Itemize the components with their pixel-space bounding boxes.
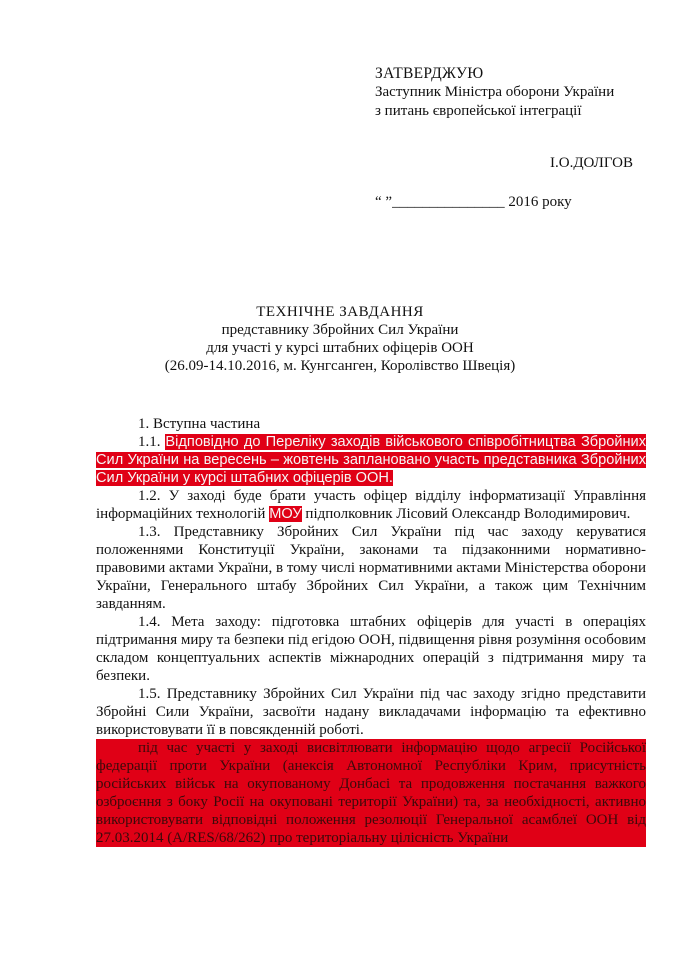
date-quotes: “ ” — [375, 194, 393, 210]
paragraph-1-5: 1.5. Представнику Збройних Сил України під час заходу згідно представити Збройні Сили України, засвоїти надану викладачами інформацію та ефективно використовувати її в повсякденній роботі. — [96, 686, 646, 738]
redaction-highlight: Відповідно до Переліку заходів військового співробітництва Збройних Сил України на вересень – жовтень заплановано участь представника Збройних Сил України у курсі штабних офіцерів ООН. — [96, 434, 647, 486]
paragraph-1-4: 1.4. Мета заходу: підготовка штабних офіцерів для участі в операціях підтримання миру та безпеки під егідою ООН, підвищення рівня розуміння особовим складом концептуальних аспектів міжнародних операцій з підтримання миру та безпеки. — [96, 614, 646, 684]
paragraph-1-6: під час участі у заході висвітлювати інформацію щодо агресії Російської федерації проти України (анексія Автономної Республіки Крим, присутність російських військ на окупованому Донбасі та продовження постачання важкого озброєння з боку Росії на окуповані території України) та, за необхідності, активно використовувати відповідні положення резолюції Генеральної асамблеї ООН від 27.03.2014 (A/RES/68/262) про територіальну цілісність України — [96, 740, 646, 846]
paragraph-1-2-text-a: 1.2. У заході буде брати участь офіцер відділу інформатизації Управління інформаційних технологій — [96, 488, 646, 522]
header-line1: представнику Збройних Сил України — [221, 322, 459, 338]
paragraph-1-3: 1.3. Представнику Збройних Сил України під час заходу керуватися положеннями Конституції України, законами та підзаконними нормативно-правовими актами України, в тому числі нормативними актами Міністерства оборони України, Генерального штабу Збройних Сил України, а також цим Технічним завданням. — [96, 524, 646, 612]
header-line2: для участі у курсі штабних офіцерів ООН — [206, 340, 474, 356]
paragraph-1-1 — [96, 433, 646, 487]
section-heading: 1. Вступна частина — [138, 416, 261, 432]
approval-signer: І.О.ДОЛГОВ — [550, 155, 633, 171]
paragraph-1-2-text-b: підполковник Лісовий Олександр Володимирович. — [305, 506, 631, 522]
paragraph-1-2 — [96, 487, 646, 523]
approval-date-line — [375, 193, 572, 212]
date-year: 2016 року — [508, 194, 572, 210]
redacted-paragraph — [96, 739, 646, 847]
document-body — [96, 415, 646, 847]
approval-title: ЗАТВЕРДЖУЮ — [375, 65, 484, 82]
date-blank: _______________ — [392, 194, 505, 210]
redaction-highlight-mou: МОУ — [269, 506, 302, 522]
approval-position-line2: з питань європейської інтеграції — [375, 103, 582, 119]
document-title: ТЕХНІЧНЕ ЗАВДАННЯ — [256, 304, 424, 320]
document-header — [0, 303, 680, 375]
header-line3: (26.09-14.10.2016, м. Кунгсанген, Королівство Швеція) — [164, 358, 516, 374]
approval-position-line1: Заступник Міністра оборони України — [375, 84, 615, 100]
paragraph-1-1-number: 1.1. — [138, 434, 161, 450]
